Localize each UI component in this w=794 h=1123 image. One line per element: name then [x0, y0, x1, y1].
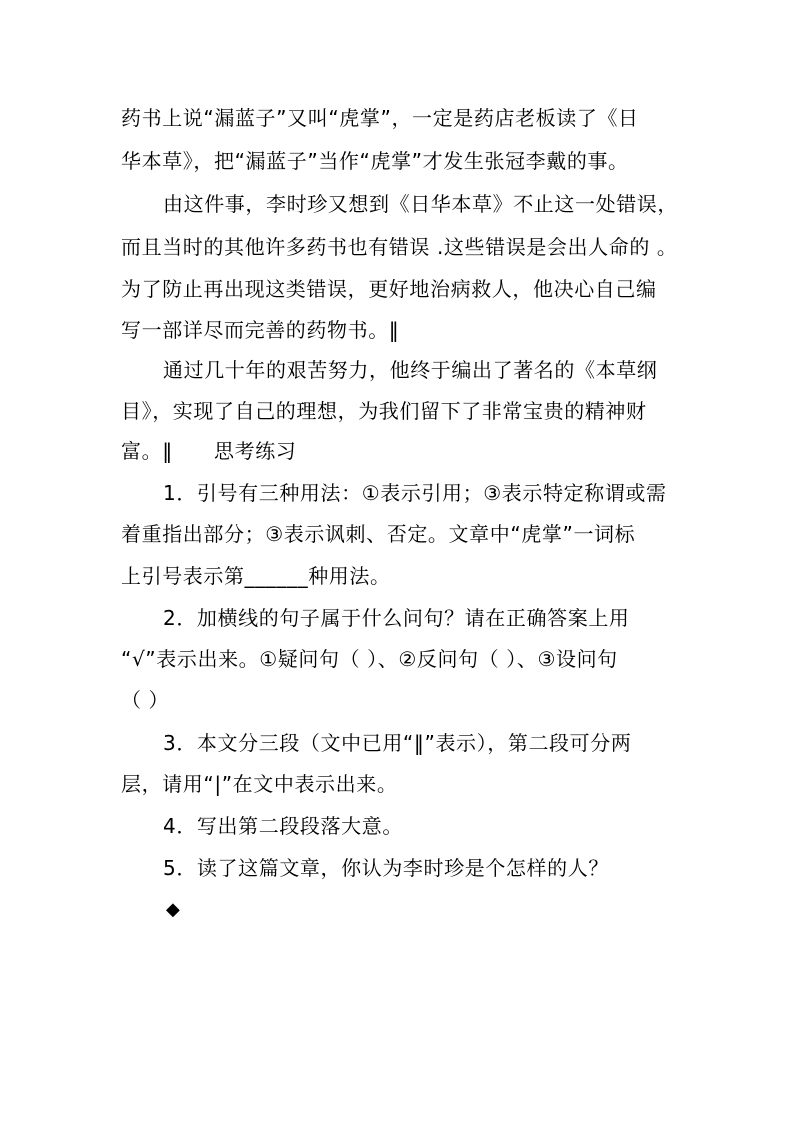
text-line-1: 药书上说“漏蓝子”又叫“虎掌”，一定是药店老板读了《日	[121, 106, 639, 130]
exercise-1-line-1: 1．引号有三种用法：①表示引用；③表示特定称谓或需	[163, 481, 667, 505]
exercise-4-line: 4．写出第二段段落大意。	[163, 814, 403, 838]
text-line-3: 由这件事，李时珍又想到《日华本草》不止这一处错误，	[163, 192, 678, 216]
text-line-2: 华本草》，把“漏蓝子”当作“虎掌”才发生张冠李戴的事。	[121, 149, 629, 173]
text-line-4: 而且当时的其他许多药书也有错误 .这些错误是会出人命的 。	[121, 235, 678, 259]
text-line-6: 写一部详尽而完善的药物书。‖	[121, 318, 400, 342]
text-line-5: 为了防止再出现这类错误，更好地治病救人，他决心自己编	[121, 277, 657, 301]
exercise-5-line: 5．读了这篇文章，你认为李时珍是个怎样的人？	[163, 856, 609, 880]
text-line-9: 富。‖ 思考练习	[121, 439, 297, 463]
text-line-8: 目》，实现了自己的理想，为我们留下了非常宝贵的精神财	[121, 399, 647, 423]
exercise-2-line-2: “√”表示出来。①疑问句（ ）、②反问句（ ）、③设问句	[121, 647, 618, 671]
exercise-1-line-3: 上引号表示第______种用法。	[121, 564, 391, 588]
exercise-2-line-3: （ ）	[121, 688, 170, 712]
exercise-2-line-1: 2．加横线的句子属于什么问句？请在正确答案上用	[163, 606, 630, 630]
text-line-7: 通过几十年的艰苦努力，他终于编出了著名的《本草纲	[163, 358, 658, 382]
exercise-3-line-2: 层，请用“|”在文中表示出来。	[121, 772, 398, 796]
exercise-3-line-1: 3．本文分三段（文中已用“‖”表示），第二段可分两	[163, 731, 632, 755]
exercise-1-line-2: 着重指出部分；③表示讽刺、否定。文章中“虎掌”一词标	[121, 522, 636, 546]
diamond-bullet-icon: ◆	[166, 899, 180, 920]
